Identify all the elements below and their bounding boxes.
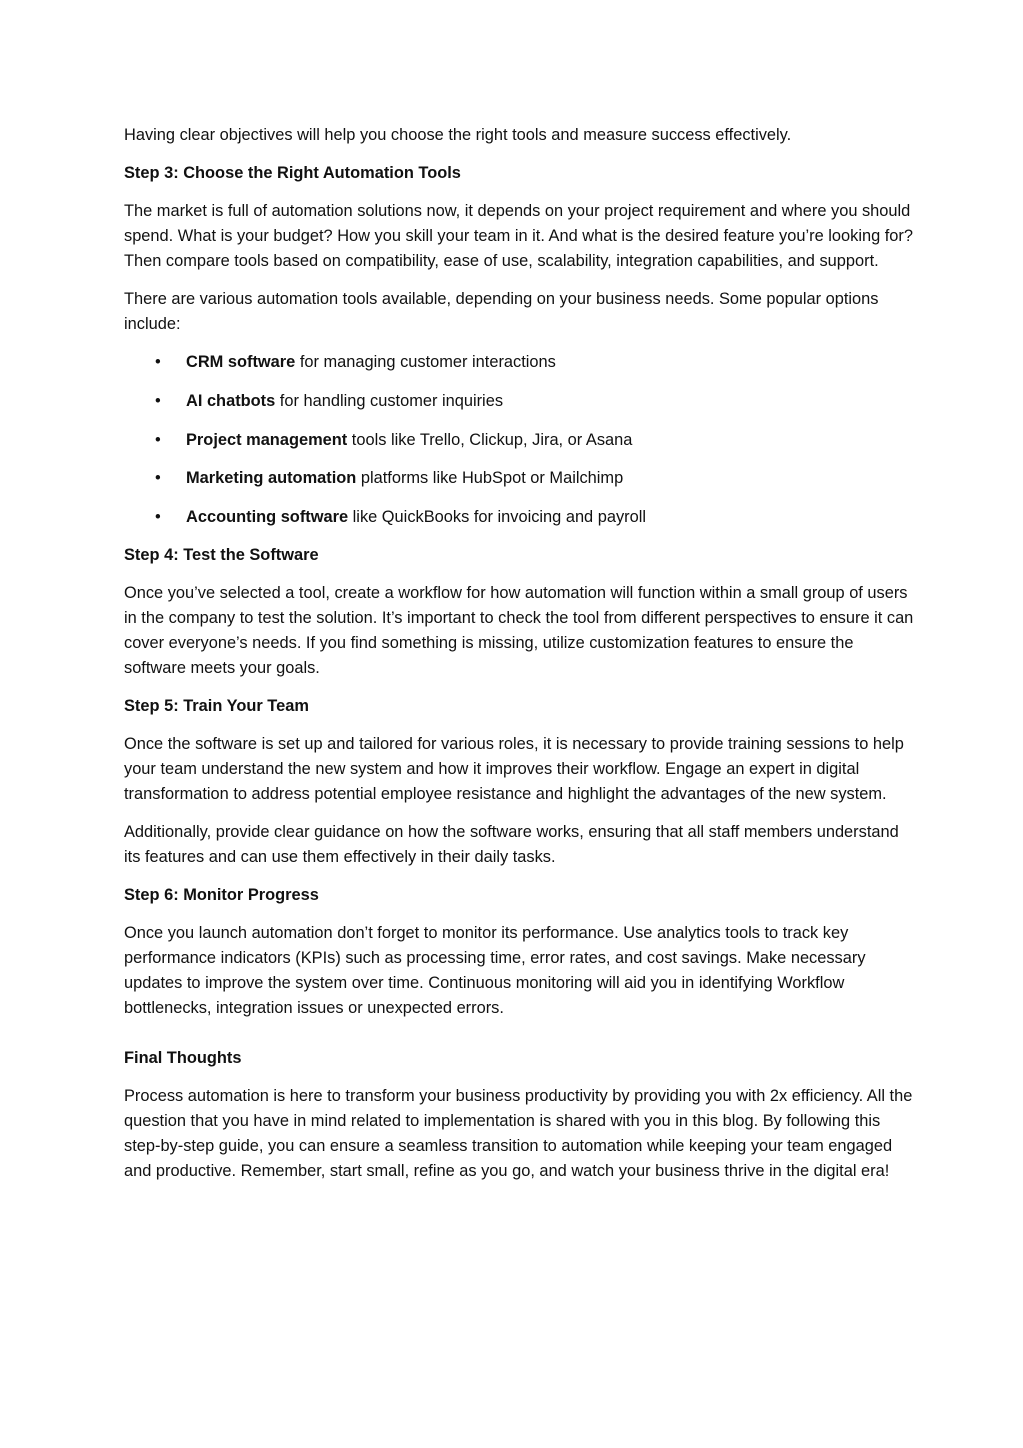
list-item: [124, 466, 914, 491]
final-thoughts-paragraph: Process automation is here to transform your business productivity by providing you with 2x efficiency. All the question that you have in mind related to implementation is shared with you in this blog. By following this step-by-step guide, you can ensure a seamless transition to automation while keeping your team engaged and productive. Remember, start small, refine as you go, and watch your business thrive in the digital era!: [124, 1087, 913, 1181]
step6-heading: Step 6: Monitor Progress: [124, 886, 319, 905]
document-page: [124, 123, 914, 1197]
step5-paragraph-2: Additionally, provide clear guidance on how the software works, ensuring that all staff members understand its features and can use them effectively in their daily tasks.: [124, 823, 899, 867]
list-item: [124, 428, 914, 453]
step6-paragraph-1: Once you launch automation don’t forget to monitor its performance. Use analytics tools to track key performance indicators (KPIs) such as processing time, error rates, and cost savings. Make necessary updates to improve the system over time. Continuous monitoring will aid you in identifying Workflow bottlenecks, integration issues or unexpected errors.: [124, 924, 866, 1018]
list-item: [124, 350, 914, 375]
list-item-term: Project management: [186, 430, 348, 449]
automation-tools-list: [124, 350, 914, 530]
step3-paragraph-1: The market is full of automation solutions now, it depends on your project requirement and where you should spend. What is your budget? How you skill your team in it. And what is the desired feature you’re looking for? Then compare tools based on compatibility, ease of use, scalability, integration capabilities, and support.: [124, 202, 913, 270]
list-item: [124, 505, 914, 530]
list-item-text: for managing customer interactions: [295, 353, 556, 371]
bullet-icon: •: [155, 353, 161, 371]
list-item-term: AI chatbots: [186, 391, 276, 410]
list-item-term: CRM software: [186, 353, 296, 371]
list-item-text: platforms like HubSpot or Mailchimp: [356, 469, 624, 488]
step4-paragraph-1: Once you’ve selected a tool, create a workflow for how automation will function within a small group of users in the company to test the solution. It’s important to check the tool from different perspectives to ensure it can cover everyone’s needs. If you find something is missing, utilize customization features to ensure the software meets your goals.: [124, 584, 914, 678]
objectives-paragraph: Having clear objectives will help you choose the right tools and measure success effectively.: [124, 126, 792, 144]
list-item-term: Accounting software: [186, 508, 349, 527]
bullet-icon: •: [155, 391, 161, 410]
list-item-term: Marketing automation: [186, 469, 357, 488]
step5-heading: Step 5: Train Your Team: [124, 697, 309, 716]
list-item: [124, 389, 914, 414]
step5-paragraph-1: Once the software is set up and tailored for various roles, it is necessary to provide training sessions to help your team understand the new system and how it improves their workflow. Engage an expert in digital transformation to address potential employee resistance and highlight the advantages of the new system.: [124, 735, 904, 804]
bullet-icon: •: [155, 430, 161, 449]
step3-paragraph-2: There are various automation tools available, depending on your business needs. Some popular options include:: [124, 290, 879, 333]
step3-heading: Step 3: Choose the Right Automation Tools: [124, 164, 461, 182]
final-thoughts-heading: Final Thoughts: [124, 1049, 242, 1068]
step4-heading: Step 4: Test the Software: [124, 546, 319, 565]
list-item-text: for handling customer inquiries: [275, 391, 504, 410]
list-item-text: tools like Trello, Clickup, Jira, or Asana: [347, 430, 633, 449]
bullet-icon: •: [155, 469, 161, 488]
bullet-icon: •: [155, 508, 161, 527]
list-item-text: like QuickBooks for invoicing and payroll: [348, 508, 647, 527]
